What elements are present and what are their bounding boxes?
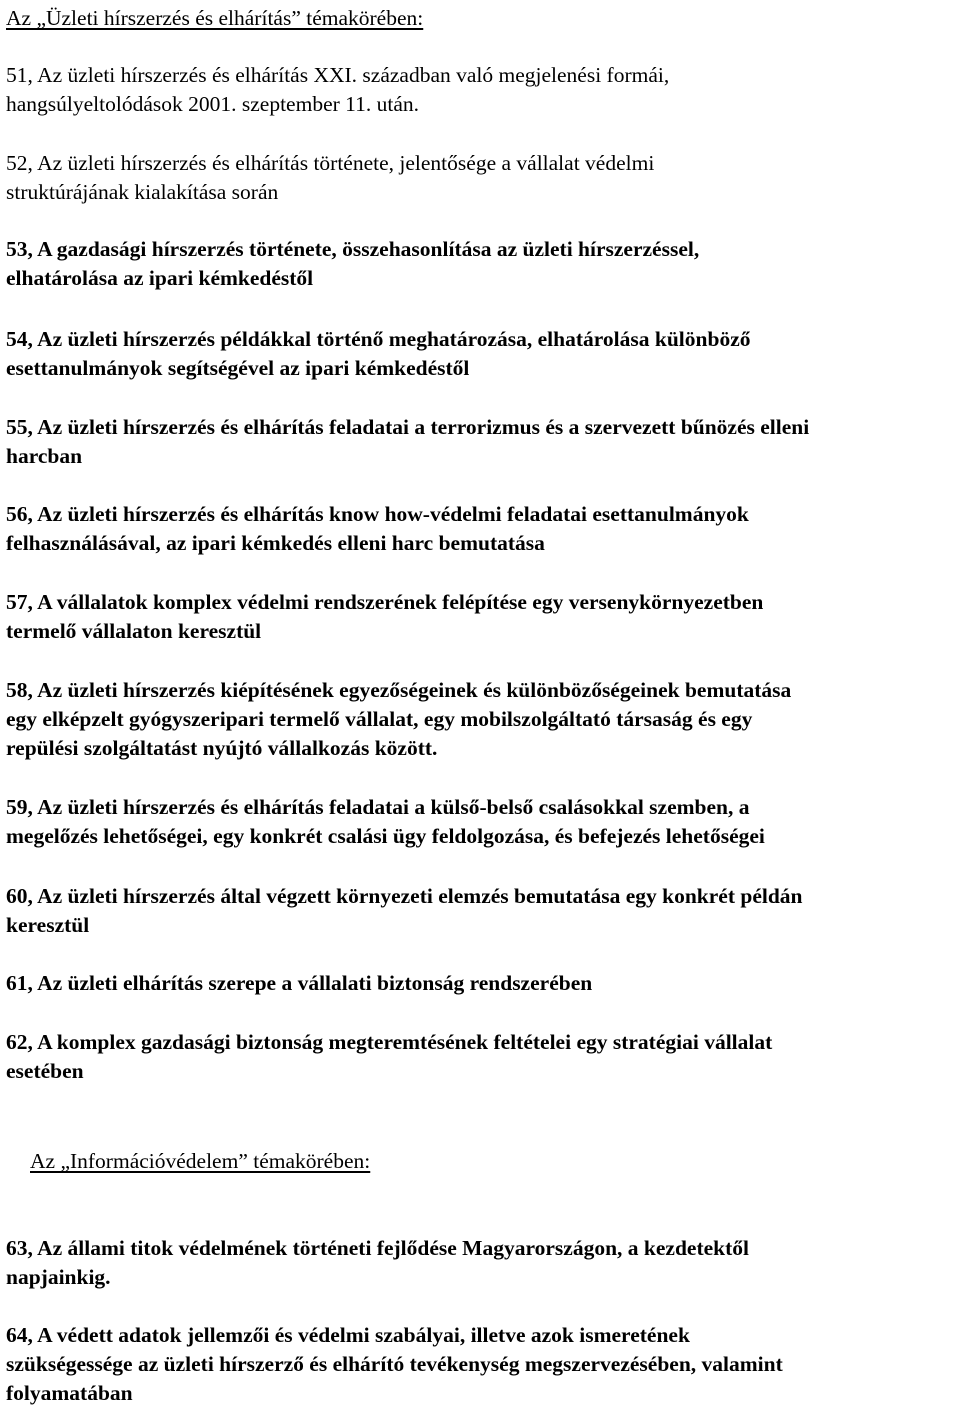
section-heading-uzleti-hirszerzes: Az „Üzleti hírszerzés és elhárítás” témakörében:: [6, 6, 424, 30]
topic-item-63: 63, Az állami titok védelmének történeti fejlődése Magyarországon, a kezdetektől napjainkig.: [6, 1236, 749, 1289]
topic-item-55: 55, Az üzleti hírszerzés és elhárítás feladatai a terrorizmus és a szervezett bűnözés elleni harcban: [6, 415, 810, 468]
section-heading-informaciovedelem: Az „Információvédelem” témakörében:: [30, 1149, 371, 1173]
topic-item-64: 64, A védett adatok jellemzői és védelmi szabályai, illetve azok ismeretének szükségessége az üzleti hírszerző és elhárító tevékenység megszervezésében, valamint folyamatában: [6, 1323, 783, 1405]
topic-item-54: 54, Az üzleti hírszerzés példákkal történő meghatározása, elhatárolása különböző esettanulmányok segítségével az ipari kémkedéstől: [6, 327, 751, 380]
topic-item-62: 62, A komplex gazdasági biztonság megteremtésének feltételei egy stratégiai vállalat esetében: [6, 1030, 773, 1083]
topic-item-53: 53, A gazdasági hírszerzés története, összehasonlítása az üzleti hírszerzéssel, elhatárolása az ipari kémkedéstől: [6, 237, 700, 290]
topic-item-57: 57, A vállalatok komplex védelmi rendszerének felépítése egy versenykörnyezetben termelő vállalaton keresztül: [6, 590, 764, 643]
topic-item-58: 58, Az üzleti hírszerzés kiépítésének egyezőségeinek és különbözőségeinek bemutatása egy elképzelt gyógyszeripari termelő vállalat, egy mobilszolgáltató társaság és egy repülési szolgáltatást nyújtó vállalkozás között.: [6, 678, 792, 760]
topic-item-51: 51, Az üzleti hírszerzés és elhárítás XXI. században való megjelenési formái, hangsúlyeltolódások 2001. szeptember 11. után.: [6, 63, 670, 116]
topic-item-60: 60, Az üzleti hírszerzés által végzett környezeti elemzés bemutatása egy konkrét példán keresztül: [6, 884, 803, 937]
topic-item-56: 56, Az üzleti hírszerzés és elhárítás know how-védelmi feladatai esettanulmányok felhasználásával, az ipari kémkedés elleni harc bemutatása: [6, 502, 749, 555]
topic-item-61: 61, Az üzleti elhárítás szerepe a vállalati biztonság rendszerében: [6, 971, 593, 995]
topic-item-52: 52, Az üzleti hírszerzés és elhárítás története, jelentősége a vállalat védelmi struktúrájának kialakítása során: [6, 151, 655, 204]
topic-item-59: 59, Az üzleti hírszerzés és elhárítás feladatai a külső-belső csalásokkal szemben, a megelőzés lehetőségei, egy konkrét csalási ügy feldolgozása, és befejezés lehetőségei: [6, 795, 765, 848]
